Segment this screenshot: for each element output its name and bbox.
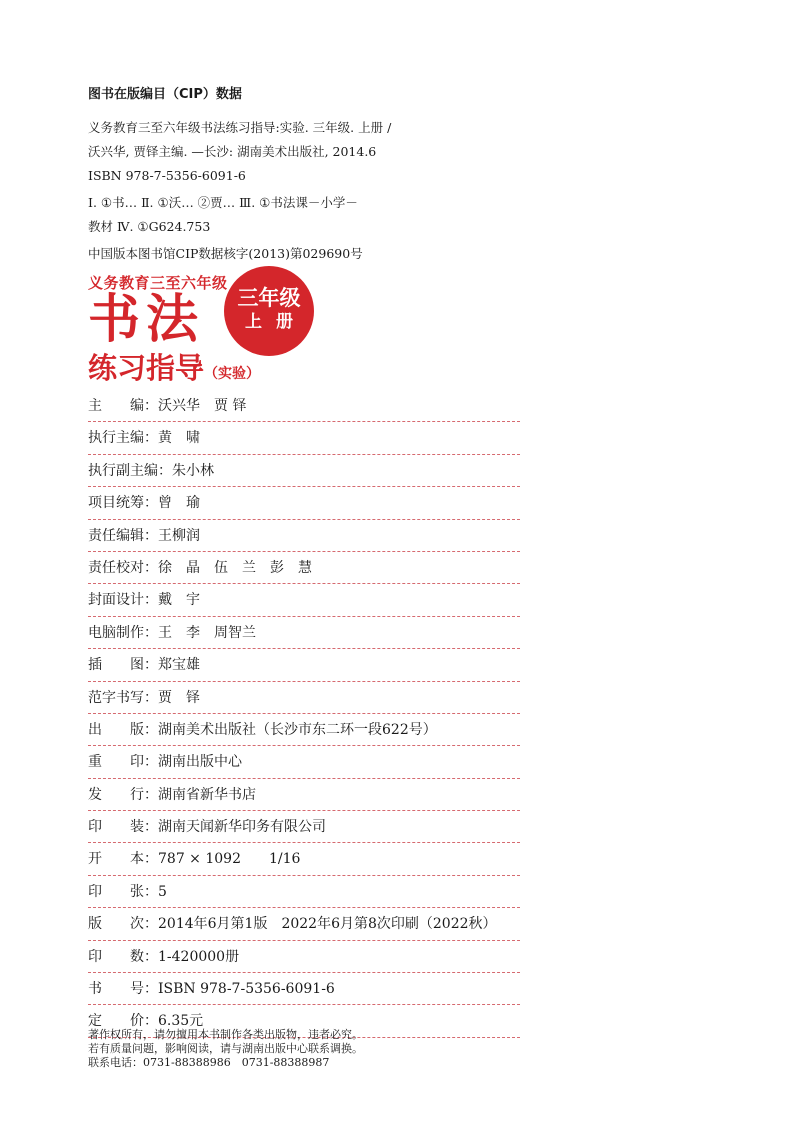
credit-row	[88, 649, 520, 681]
cip-heading: 图书在版编目（CIP）数据	[88, 87, 242, 102]
credit-value: 王柳润	[158, 527, 200, 544]
cip-subject-line-2: 教材 Ⅳ. ①G624.753	[88, 219, 211, 234]
cip-title-record	[88, 116, 448, 164]
credit-label: 封面设计：	[88, 592, 158, 609]
grade-badge	[224, 266, 314, 356]
credit-value: 黄 啸	[158, 430, 200, 447]
credit-label: 重 印：	[88, 754, 158, 771]
credit-value: 湖南省新华书店	[158, 786, 256, 803]
credit-label: 开 本：	[88, 851, 158, 868]
credit-label: 印 数：	[88, 948, 158, 965]
credit-row	[88, 908, 520, 940]
cip-isbn-text: ISBN 978-7-5356-6091-6	[88, 168, 246, 183]
credit-label: 主 编：	[88, 398, 158, 414]
credit-value: 郑宝雄	[158, 657, 200, 674]
credit-row	[88, 584, 520, 616]
footer-phone: 联系电话：0731-88388986 0731-88388987	[88, 1056, 330, 1069]
credit-label: 插 图：	[88, 657, 158, 674]
brand-series: 义务教育三至六年级	[88, 274, 228, 292]
credit-row	[88, 455, 520, 487]
credit-row	[88, 714, 520, 746]
credit-value: 5	[158, 883, 167, 900]
cip-check-number	[88, 242, 448, 266]
volume-label: 上册	[245, 312, 307, 332]
credit-value: 2014年6月第1版 2022年6月第8次印刷（2022秋）	[158, 916, 497, 933]
credit-label: 书 号：	[88, 981, 158, 998]
cip-title-line-1: 义务教育三至六年级书法练习指导:实验. 三年级. 上册 /	[88, 120, 392, 135]
credit-row	[88, 811, 520, 843]
credit-row	[88, 682, 520, 714]
credit-value: 湖南出版中心	[158, 754, 242, 771]
footer-notice	[88, 1028, 588, 1070]
credit-row	[88, 617, 520, 649]
credit-label: 责任校对：	[88, 559, 158, 576]
credit-value: 贾 铎	[158, 689, 200, 706]
cip-check-text: 中国版本图书馆CIP数据核字(2013)第029690号	[88, 246, 363, 261]
brand-subtitle-note: （实验）	[204, 366, 261, 382]
credit-label: 项目统筹：	[88, 495, 158, 512]
credit-label: 发 行：	[88, 786, 158, 803]
credit-value: 1-420000册	[158, 948, 240, 965]
credit-value: 6.35元	[158, 1013, 204, 1030]
credit-label: 范字书写：	[88, 689, 158, 706]
credit-row	[88, 520, 520, 552]
credit-row	[88, 422, 520, 454]
credit-label: 版 次：	[88, 916, 158, 933]
credit-row	[88, 973, 520, 1005]
credit-label: 电脑制作：	[88, 624, 158, 641]
credit-label: 执行副主编：	[88, 462, 172, 479]
credit-label: 印 张：	[88, 883, 158, 900]
credit-row	[88, 876, 520, 908]
credit-value: 湖南美术出版社（长沙市东二环一段622号）	[158, 721, 437, 738]
credit-label: 执行主编：	[88, 430, 158, 447]
credit-value: 曾 瑜	[158, 495, 200, 512]
brand-subtitle-text: 练习指导	[88, 351, 205, 385]
credit-value: 朱小林	[172, 462, 214, 479]
footer-quality: 若有质量问题，影响阅读，请与湖南出版中心联系调换。	[88, 1042, 363, 1055]
credit-label: 出 版：	[88, 721, 158, 738]
credit-row	[88, 487, 520, 519]
credit-row	[88, 779, 520, 811]
cip-isbn	[88, 164, 448, 188]
credit-label: 定 价：	[88, 1013, 158, 1030]
credit-row	[88, 843, 520, 875]
credit-label: 印 装：	[88, 819, 158, 836]
credit-label: 责任编辑：	[88, 527, 158, 544]
credit-row	[88, 941, 520, 973]
grade-label: 三年级	[237, 286, 301, 310]
credit-value: 787 × 1092 1/16	[158, 851, 301, 868]
credit-row	[88, 746, 520, 778]
credit-value: ISBN 978-7-5356-6091-6	[158, 981, 335, 998]
credit-value: 沃兴华 贾 铎	[158, 398, 247, 414]
brand-subtitle	[88, 350, 260, 392]
credit-value: 徐 晶 伍 兰 彭 慧	[158, 559, 312, 576]
cip-subject-record	[88, 191, 448, 239]
cip-subject-line-1: Ⅰ. ①书… Ⅱ. ①沃… ②贾… Ⅲ. ①书法课－小学－	[88, 195, 358, 210]
cip-title-line-2: 沃兴华, 贾铎主编. —长沙: 湖南美术出版社, 2014.6	[88, 144, 377, 159]
credit-value: 王 李 周智兰	[158, 624, 256, 641]
credits-list	[88, 390, 520, 1038]
credit-value: 戴 宇	[158, 592, 200, 609]
footer-copyright: 著作权所有，请勿擅用本书制作各类出版物，违者必究。	[88, 1028, 363, 1041]
credit-value: 湖南天闻新华印务有限公司	[158, 819, 326, 836]
brand-main-title: 书法	[88, 290, 205, 350]
credit-row	[88, 390, 520, 422]
credit-row	[88, 552, 520, 584]
